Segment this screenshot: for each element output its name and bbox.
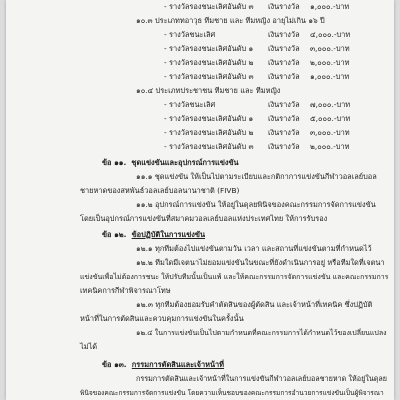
document-page	[6, 0, 394, 400]
clause-title: ข้อปฏิบัติในการแข่งขัน	[131, 230, 206, 239]
prize-amount: ๒,๐๐๐.-บาท	[310, 58, 350, 67]
paragraph-line: ๑๒.๑ ทุกทีมต้องไปแข่งขันตามวัน เวลา และสถานที่แข่งขันตามที่กำหนดไว้	[136, 244, 372, 253]
clause-title: ชุดแข่งขันและอุปกรณ์การแข่งขัน	[131, 158, 239, 167]
section-10-4-heading	[136, 86, 280, 96]
prize-amount: ๓,๐๐๐.-บาท	[310, 128, 350, 137]
prize-label: เงินรางวัล	[268, 114, 300, 123]
clause-number: ข้อ ๑๓.	[102, 360, 127, 369]
section-title: ประเภทประชาชน ทีมชาย และ ทีมหญิง	[155, 86, 281, 95]
prize-name: - รางวัลรองชนะเลิศอันดับ ๑	[164, 114, 254, 123]
prize-row	[164, 2, 254, 12]
prize-amount: ๕,๐๐๐.-บาท	[310, 114, 351, 123]
prize-name: - รางวัลชนะเลิศ	[164, 100, 216, 109]
paragraph-line: ไม่ได้	[80, 342, 98, 351]
section-10-3-heading	[136, 16, 325, 26]
paragraph-line: ชายหาดของสหพันธ์วอลเลย์บอลนานาชาติ (FIVB)	[80, 186, 240, 195]
clause-13-heading	[102, 360, 224, 370]
prize-label: เงินรางวัล	[268, 58, 300, 67]
prize-amount: ๑,๐๐๐.-บาท	[310, 2, 350, 11]
prize-name: - รางวัลรองชนะเลิศอันดับ ๓	[164, 2, 254, 11]
section-number: ๑๐.๓	[136, 16, 153, 25]
prize-amount: ๓,๐๐๐.-บาท	[310, 44, 350, 53]
prize-name: - รางวัลชนะเลิศ	[164, 30, 216, 39]
paragraph-line: แข่งขันเพื่อไม่ต้องการชนะ ให้ปรับทีมนั้นเป็นแพ้ และให้คณะกรรมการจัดการแข่งขัน และคณะกรรมการ	[80, 273, 389, 281]
clause-12-heading	[102, 230, 205, 240]
prize-name: - รางวัลรองชนะเลิศอันดับ ๓	[164, 72, 254, 81]
paragraph-line: ๑๒.๒ ทีมใดมีเจตนาไม่ยอมแข่งขันในขณะที่ยังดำเนินการอยู่ หรือทีมใดที่เจตนา	[136, 258, 385, 267]
prize-name: - รางวัลรองชนะเลิศอันดับ ๑	[164, 44, 254, 53]
paragraph-line: ๑๑.๑ ชุดแข่งขัน ให้เป็นไปตามระเบียบและกติกาการแข่งขันกีฬาวอลเลย์บอล	[136, 172, 377, 181]
prize-label: เงินรางวัล	[268, 44, 300, 53]
prize-label: เงินรางวัล	[268, 100, 300, 109]
paragraph-line: ๑๑.๒ อุปกรณ์การแข่งขัน ให้อยู่ในดุลยพินิจของคณะกรรมการจัดการแข่งขัน	[136, 200, 376, 209]
paragraph-line: หน้าที่ในการตัดสินและควบคุมการแข่งขันในครั้งนั้น	[80, 314, 244, 323]
prize-name: - รางวัลรองชนะเลิศอันดับ ๓	[164, 142, 254, 151]
prize-name: - รางวัลรองชนะเลิศอันดับ ๒	[164, 128, 254, 137]
prize-amount: ๗,๐๐๐.-บาท	[310, 100, 351, 109]
prize-label: เงินรางวัล	[268, 2, 300, 11]
prize-amount: ๑,๐๐๐.-บาท	[310, 72, 350, 81]
section-number: ๑๐.๔	[136, 86, 154, 95]
clause-11-heading	[102, 158, 239, 168]
paragraph-line: โดยเป็นอุปกรณ์การแข่งขันที่สมาคมวอลเลย์บอลแห่งประเทศไทย ให้การรับรอง	[80, 214, 328, 223]
paragraph-line: ๑๒.๔ ในการแข่งขันเป็นไปตามกำหนดที่คณะกรรมการได้กำหนดไว้ของเปลี่ยนแปลง	[136, 329, 387, 337]
paragraph-line: เทคนิคการกีฬาพิจารณาโทษ	[80, 286, 171, 295]
clause-title: กรรมการตัดสินและเจ้าหน้าที่	[131, 360, 225, 369]
clause-number: ข้อ ๑๑.	[102, 158, 127, 167]
paragraph-line: กรรมการตัดสินและเจ้าหน้าที่ในการแข่งขันกีฬาวอลเลย์บอลชายหาด ให้อยู่ในดุลย	[136, 374, 388, 383]
prize-amount: ๒,๐๐๐.-บาท	[310, 142, 350, 151]
prize-name: - รางวัลรองชนะเลิศอันดับ ๒	[164, 58, 254, 67]
clause-number: ข้อ ๑๒.	[102, 230, 127, 239]
paragraph-line: ๑๒.๓ ทุกทีมต้องยอมรับคำตัดสินของผู้ตัดสิน และเจ้าหน้าที่เทคนิค ซึ่งปฏิบัติ	[136, 300, 373, 309]
paragraph-line: พินิจของคณะกรรมการจัดการแข่งขัน โดยความเห็นชอบของคณะกรรมการอำนวยการแข่งขันเป็นผู้พิจารณา	[80, 389, 384, 397]
prize-label: เงินรางวัล	[268, 128, 300, 137]
prize-amount: ๔,๐๐๐.-บาท	[310, 30, 351, 39]
section-title: ประเภททอาวุธ ทีมชาย และ ทีมหญิง อายุไม่เกิน ๑๖ ปี	[154, 16, 325, 25]
prize-label: เงินรางวัล	[268, 142, 300, 151]
prize-label: เงินรางวัล	[268, 72, 300, 81]
prize-label: เงินรางวัล	[268, 30, 300, 39]
